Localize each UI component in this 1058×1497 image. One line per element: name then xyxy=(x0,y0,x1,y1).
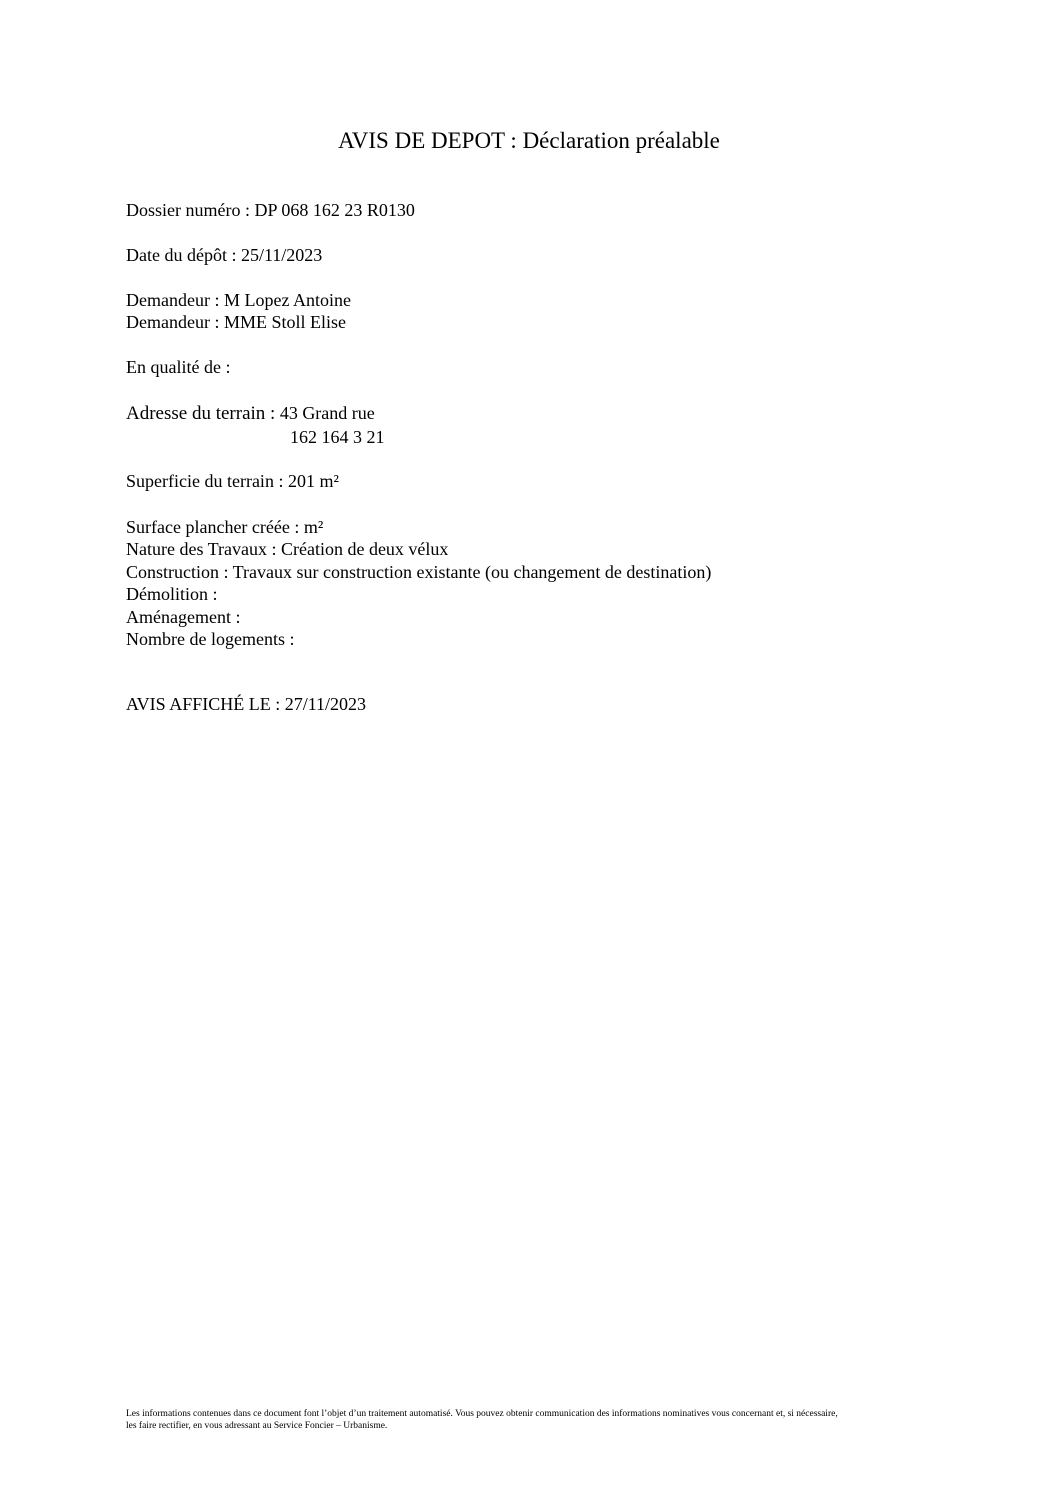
development: Aménagement : xyxy=(126,607,241,627)
land-address xyxy=(126,402,375,425)
demolition: Démolition : xyxy=(126,584,218,604)
construction-type: Construction : Travaux sur construction existante (ou changement de destination) xyxy=(126,562,712,582)
dossier-number: Dossier numéro : DP 068 162 23 R0130 xyxy=(126,200,415,220)
document-title: AVIS DE DEPOT : Déclaration préalable xyxy=(338,128,720,153)
privacy-footer xyxy=(126,1408,936,1432)
works-nature: Nature des Travaux : Création de deux vélux xyxy=(126,539,449,559)
land-address-label: Adresse du terrain : xyxy=(126,403,276,424)
footer-line-2: les faire rectifier, en vous adressant au Service Foncier – Urbanisme. xyxy=(126,1421,388,1431)
housing-count: Nombre de logements : xyxy=(126,629,295,649)
land-address-parcel: 162 164 3 21 xyxy=(290,427,385,447)
applicant-capacity: En qualité de : xyxy=(126,357,231,377)
land-address-value: 43 Grand rue xyxy=(279,403,375,423)
applicant-2: Demandeur : MME Stoll Elise xyxy=(126,312,346,332)
notice-posted-date: AVIS AFFICHÉ LE : 27/11/2023 xyxy=(126,694,367,714)
floor-area-created: Surface plancher créée : m² xyxy=(126,517,324,537)
applicant-1: Demandeur : M Lopez Antoine xyxy=(126,290,351,310)
land-area: Superficie du terrain : 201 m² xyxy=(126,471,339,491)
deposit-date: Date du dépôt : 25/11/2023 xyxy=(126,245,323,265)
footer-line-1: Les informations contenues dans ce document font l’objet d’un traitement automatisé. Vous pouvez obtenir communication des informations nominatives vous concernant et, si nécessaire, xyxy=(126,1409,838,1419)
